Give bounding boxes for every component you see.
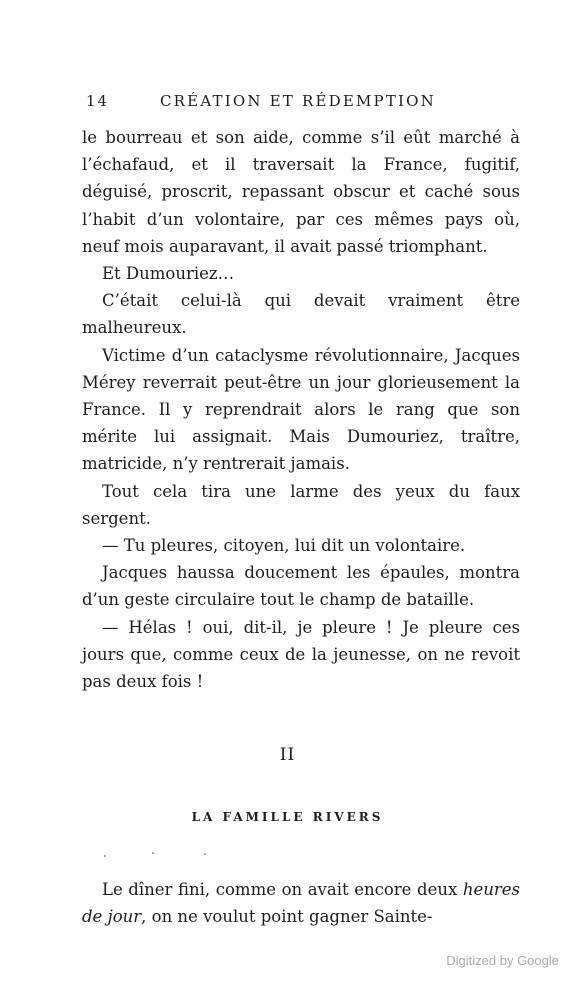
paragraph: — Tu pleures, citoyen, lui dit un volontaire. — [102, 536, 466, 556]
paragraph: Jacques haussa doucement les épaules, montra d’un geste circulaire tout le champ de bataille. — [82, 563, 520, 610]
digitized-watermark: Digitized by Google — [446, 953, 559, 968]
print-specks — [104, 852, 214, 858]
paragraph: — Hélas ! oui, dit-il, je pleure ! Je pleure ces jours que, comme ceux de la jeunesse, on ne revoit pas deux fois ! — [82, 617, 520, 692]
page-number: 14 — [86, 92, 110, 110]
chapter-number: II — [279, 745, 296, 765]
text-start: Le dîner fini, comme on avait encore deux — [102, 880, 463, 899]
chapter-body-text — [82, 876, 520, 930]
paragraph: Victime d’un cataclysme révolutionnaire, Jacques Mérey reverrait peut-être un jour glorieusement la France. Il y reprendrait alors le rang que son mérite lui assignait. Mais Dumouriez, traître, matricide, n’y rentrerait jamais. — [82, 345, 520, 474]
paragraph: C’était celui-là qui devait vraiment être malheureux. — [82, 291, 520, 338]
paragraph: Tout cela tira une larme des yeux du faux sergent. — [82, 481, 520, 528]
running-title: CRÉATION ET RÉDEMPTION — [160, 92, 437, 110]
italic-phrase: heures de jour — [82, 880, 520, 927]
paragraph: le bourreau et son aide, comme s’il eût marché à l’échafaud, et il traversait la France, fugitif, déguisé, proscrit, repassant obscur et caché sous l’habit d’un volontaire, par ces mêmes pays où, neuf mois auparavant, il avait passé triomphant. — [82, 128, 520, 256]
text-end: , on ne voulut point gagner Sainte- — [141, 907, 433, 927]
page-header — [82, 92, 522, 112]
paragraph: Et Dumouriez… — [102, 264, 235, 284]
paragraph — [82, 876, 520, 930]
chapter-title: LA FAMILLE RIVERS — [191, 810, 384, 824]
body-text — [82, 124, 520, 695]
